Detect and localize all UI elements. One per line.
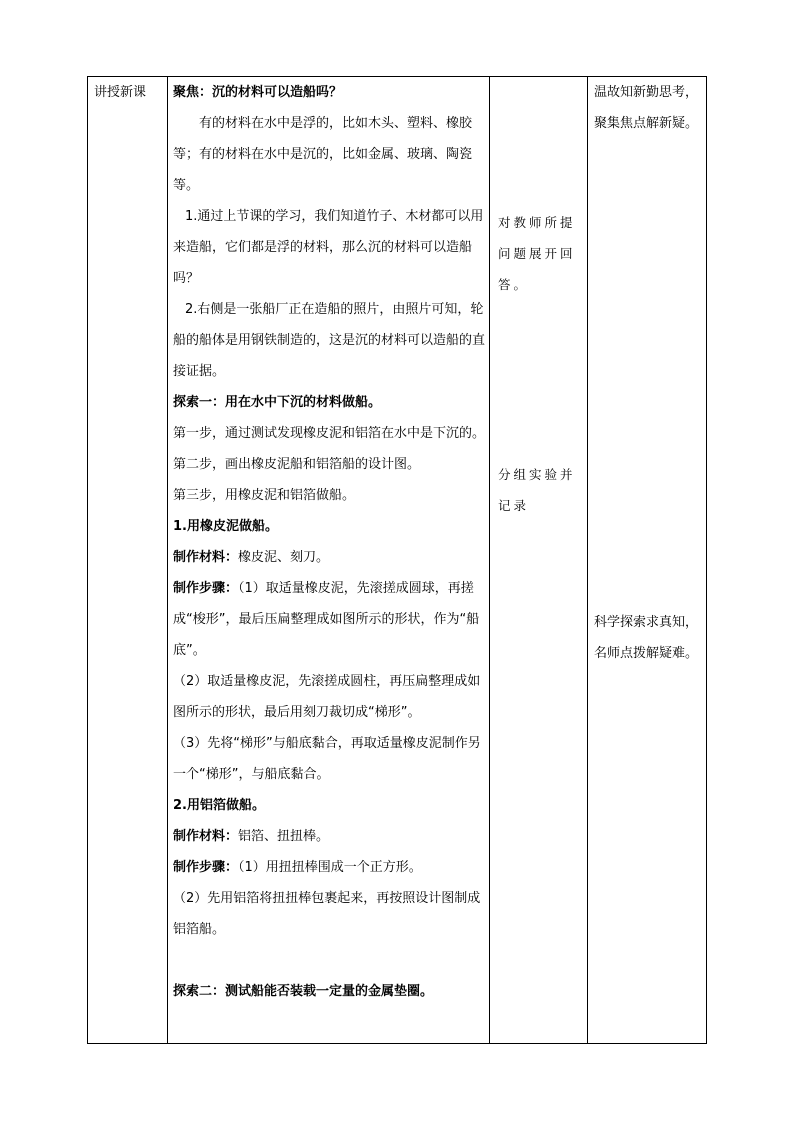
step-1: 第一步，通过测试发现橡皮泥和铝箔在水中是下沉的。 [173, 426, 486, 441]
foil-materials-label: 制作材料： [173, 829, 239, 844]
column-divider-2 [489, 76, 490, 1043]
clay-steps [173, 573, 485, 666]
student-activity-1: 对教师所提问题展开回答。 [498, 215, 576, 292]
foil-steps-label: 制作步骤： [173, 860, 239, 875]
table-border-right [706, 76, 707, 1043]
foil-boat-heading: 2.用铝箔做船。 [173, 798, 265, 813]
question-2: 2.右侧是一张船厂正在造船的照片，由照片可知，轮船的船体是用钢铁制造的，这是沉的材料可以造船的直接证据。 [173, 302, 486, 379]
step-3: 第三步，用橡皮泥和铝箔做船。 [173, 488, 356, 503]
section-label: 讲授新课 [94, 85, 147, 100]
clay-boat-heading: 1.用橡皮泥做船。 [173, 519, 278, 534]
table-border-left [87, 76, 88, 1043]
column-divider-1 [167, 76, 168, 1043]
step-2: 第二步，画出橡皮泥船和铝箔船的设计图。 [173, 457, 421, 472]
foil-materials [173, 821, 485, 852]
design-intent-2: 科学探索求真知，名师点拨解疑难。 [594, 615, 699, 661]
focus-text: 有的材料在水中是浮的，比如木头、塑料、橡胶等；有的材料在水中是沉的，比如金属、玻璃、陶瓷等。 [173, 116, 473, 193]
design-intent-1: 温故知新勤思考，聚集焦点解新疑。 [594, 85, 699, 131]
explore-2-heading: 探索二：测试船能否装载一定量的金属垫圈。 [173, 984, 434, 999]
clay-step-2: （2）取适量橡皮泥，先滚搓成圆柱，再压扁整理成如图所示的形状，最后用刻刀裁切成“梯形”。 [173, 674, 481, 720]
foil-materials-value: 铝箔、扭扭棒。 [238, 829, 330, 844]
clay-materials-value: 橡皮泥、刻刀。 [238, 550, 330, 565]
explore-1-heading: 探索一：用在水中下沉的材料做船。 [173, 395, 382, 410]
teaching-content [173, 77, 485, 1007]
clay-step-1: （1）取适量橡皮泥，先滚搓成圆球，再搓成“梭形”，最后压扁整理成如图所示的形状，作为“船底”。 [173, 581, 480, 658]
clay-steps-label: 制作步骤： [173, 581, 239, 596]
foil-steps [173, 852, 485, 883]
clay-materials-label: 制作材料： [173, 550, 239, 565]
clay-materials [173, 542, 485, 573]
clay-step-3: （3）先将“梯形”与船底黏合，再取适量橡皮泥制作另一个“梯形”，与船底黏合。 [173, 736, 481, 782]
foil-step-1: （1）用扭扭棒围成一个正方形。 [238, 860, 422, 875]
student-activity-2: 分组实验并记录 [498, 467, 576, 513]
question-1: 1.通过上节课的学习，我们知道竹子、木材都可以用来造船，它们都是浮的材料，那么沉的材料可以造船吗？ [173, 209, 484, 286]
foil-step-2: （2）先用铝箔将扭扭棒包裹起来，再按照设计图制成铝箔船。 [173, 891, 481, 937]
column-divider-3 [587, 76, 588, 1043]
focus-heading: 聚焦：沉的材料可以造船吗？ [173, 85, 343, 100]
table-bottom-border [87, 1043, 707, 1044]
